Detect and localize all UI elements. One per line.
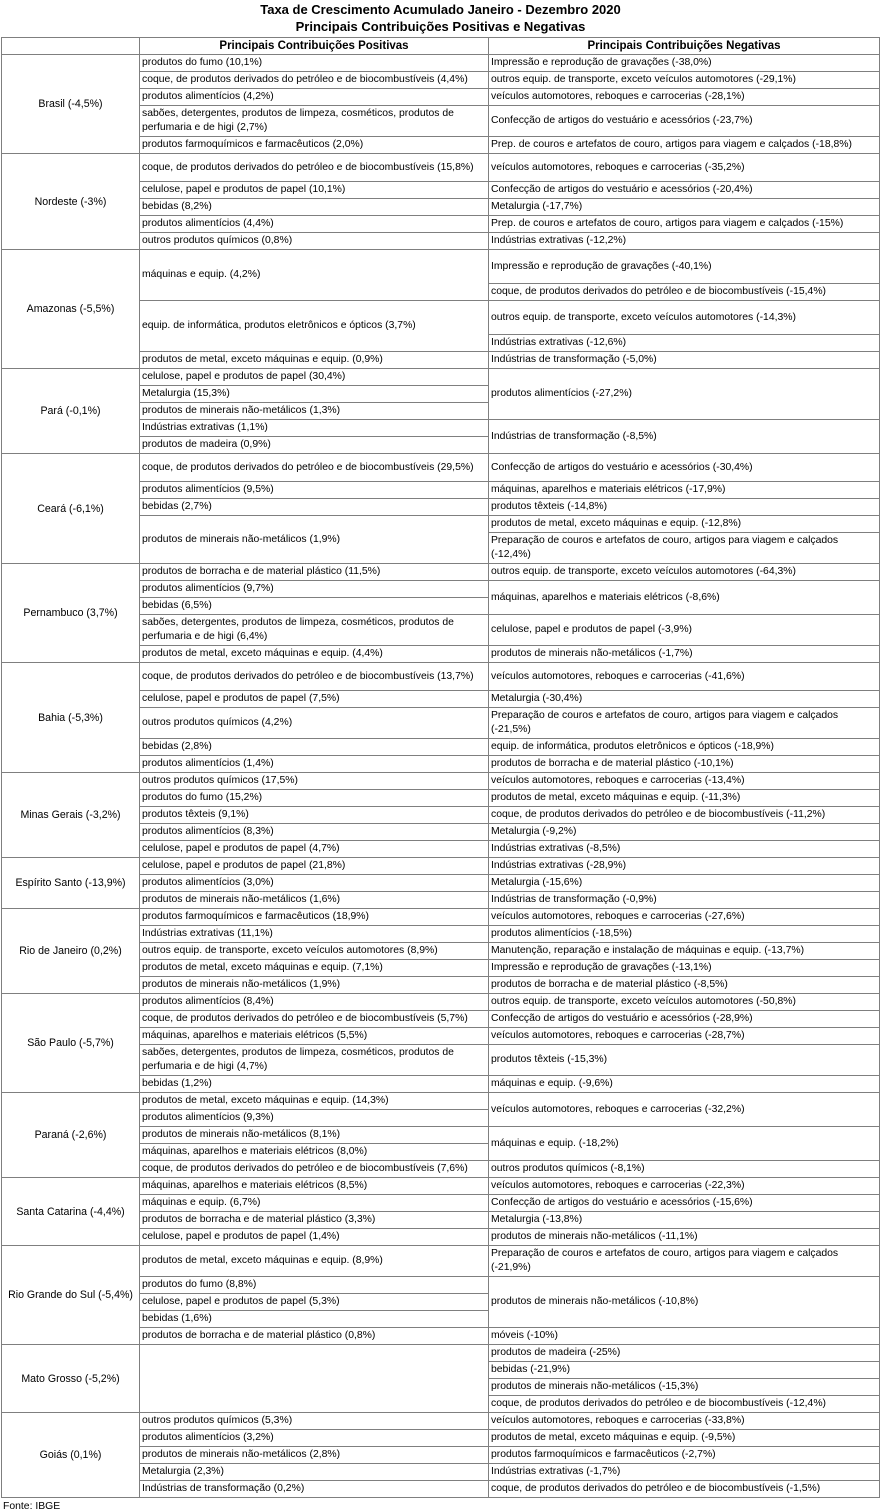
page-subtitle: Principais Contribuições Positivas e Negativas	[295, 19, 586, 34]
negative-contribution: veículos automotores, reboques e carrocerias (-28,7%)	[489, 1028, 880, 1045]
positive-contribution: coque, de produtos derivados do petróleo e de biocombustíveis (15,8%)	[140, 154, 489, 182]
positive-contribution: produtos do fumo (15,2%)	[140, 790, 489, 807]
positive-contribution: produtos de minerais não-metálicos (1,6%)	[140, 892, 489, 909]
negative-contribution: veículos automotores, reboques e carrocerias (-27,6%)	[489, 909, 880, 926]
positive-contribution: coque, de produtos derivados do petróleo e de biocombustíveis (7,6%)	[140, 1161, 489, 1178]
negative-contribution: produtos de metal, exceto máquinas e equip. (-12,8%)	[489, 516, 880, 533]
region-cell: Rio de Janeiro (0,2%)	[2, 909, 140, 994]
negative-contribution: produtos de minerais não-metálicos (-10,8%)	[489, 1277, 880, 1328]
positive-contribution: produtos alimentícios (9,3%)	[140, 1110, 489, 1127]
region-cell: Santa Catarina (-4,4%)	[2, 1178, 140, 1246]
positive-contribution: celulose, papel e produtos de papel (5,3%)	[140, 1294, 489, 1311]
negative-contribution: Indústrias de transformação (-5,0%)	[489, 352, 880, 369]
negative-contribution: Impressão e reprodução de gravações (-40,1%)	[489, 250, 880, 284]
negative-contribution: produtos farmoquímicos e farmacêuticos (-2,7%)	[489, 1447, 880, 1464]
negative-contribution: Indústrias extrativas (-1,7%)	[489, 1464, 880, 1481]
negative-contribution: veículos automotores, reboques e carrocerias (-13,4%)	[489, 773, 880, 790]
negative-contribution: Indústrias extrativas (-8,5%)	[489, 841, 880, 858]
negative-contribution: coque, de produtos derivados do petróleo e de biocombustíveis (-1,5%)	[489, 1481, 880, 1498]
region-cell: Brasil (-4,5%)	[2, 55, 140, 154]
negative-contribution: Confecção de artigos do vestuário e acessórios (-28,9%)	[489, 1011, 880, 1028]
negative-contribution: produtos têxteis (-15,3%)	[489, 1045, 880, 1076]
negative-contribution: produtos de minerais não-metálicos (-15,3%)	[489, 1379, 880, 1396]
positive-contribution: celulose, papel e produtos de papel (7,5%)	[140, 691, 489, 708]
positive-contribution: sabões, detergentes, produtos de limpeza, cosméticos, produtos de perfumaria e de higi (2,7%)	[140, 106, 489, 137]
positive-contribution: bebidas (2,8%)	[140, 739, 489, 756]
positive-contribution: coque, de produtos derivados do petróleo e de biocombustíveis (13,7%)	[140, 663, 489, 691]
positive-contribution: coque, de produtos derivados do petróleo e de biocombustíveis (29,5%)	[140, 454, 489, 482]
region-cell: Ceará (-6,1%)	[2, 454, 140, 564]
positive-contribution: produtos alimentícios (4,4%)	[140, 216, 489, 233]
positive-contribution: produtos alimentícios (4,2%)	[140, 89, 489, 106]
negative-contribution: Preparação de couros e artefatos de couro, artigos para viagem e calçados (-21,5%)	[489, 708, 880, 739]
region-cell: São Paulo (-5,7%)	[2, 994, 140, 1093]
negative-contribution: Confecção de artigos do vestuário e acessórios (-30,4%)	[489, 454, 880, 482]
negative-contribution: Confecção de artigos do vestuário e acessórios (-23,7%)	[489, 106, 880, 137]
positive-contribution: produtos alimentícios (9,5%)	[140, 482, 489, 499]
negative-contribution: Preparação de couros e artefatos de couro, artigos para viagem e calçados (-21,9%)	[489, 1246, 880, 1277]
negative-contribution: veículos automotores, reboques e carrocerias (-41,6%)	[489, 663, 880, 691]
negative-contribution: produtos alimentícios (-18,5%)	[489, 926, 880, 943]
positive-contribution: máquinas, aparelhos e materiais elétricos (8,5%)	[140, 1178, 489, 1195]
positive-contribution: produtos alimentícios (8,4%)	[140, 994, 489, 1011]
region-cell: Bahia (-5,3%)	[2, 663, 140, 773]
negative-contribution: Indústrias extrativas (-12,2%)	[489, 233, 880, 250]
negative-contribution: veículos automotores, reboques e carrocerias (-22,3%)	[489, 1178, 880, 1195]
negative-contribution: Confecção de artigos do vestuário e acessórios (-20,4%)	[489, 182, 880, 199]
positive-contribution: produtos alimentícios (8,3%)	[140, 824, 489, 841]
positive-contribution	[140, 1345, 489, 1413]
positive-contribution: produtos farmoquímicos e farmacêuticos (18,9%)	[140, 909, 489, 926]
negative-contribution: Indústrias extrativas (-12,6%)	[489, 335, 880, 352]
negative-contribution: máquinas e equip. (-18,2%)	[489, 1127, 880, 1161]
positive-contribution: outros produtos químicos (4,2%)	[140, 708, 489, 739]
positive-contribution: bebidas (6,5%)	[140, 598, 489, 615]
negative-contribution: Metalurgia (-15,6%)	[489, 875, 880, 892]
table-row	[2, 1093, 880, 1110]
negative-contribution: outros produtos químicos (-8,1%)	[489, 1161, 880, 1178]
positive-contribution: produtos de metal, exceto máquinas e equip. (8,9%)	[140, 1246, 489, 1277]
region-cell: Pará (-0,1%)	[2, 369, 140, 454]
negative-contribution: produtos de borracha e de material plástico (-8,5%)	[489, 977, 880, 994]
positive-contribution: produtos alimentícios (9,7%)	[140, 581, 489, 598]
positive-contribution: produtos do fumo (8,8%)	[140, 1277, 489, 1294]
table-row	[2, 369, 880, 386]
positive-contribution: produtos farmoquímicos e farmacêuticos (2,0%)	[140, 137, 489, 154]
positive-contribution: Metalurgia (15,3%)	[140, 386, 489, 403]
table-row	[2, 1178, 880, 1195]
positive-contribution: produtos de metal, exceto máquinas e equip. (4,4%)	[140, 646, 489, 663]
negative-contribution: equip. de informática, produtos eletrônicos e ópticos (-18,9%)	[489, 739, 880, 756]
positive-contribution: celulose, papel e produtos de papel (1,4%)	[140, 1229, 489, 1246]
positive-contribution: produtos de minerais não-metálicos (1,9%)	[140, 977, 489, 994]
positive-contribution: Indústrias de transformação (0,2%)	[140, 1481, 489, 1498]
positive-contribution: produtos alimentícios (3,2%)	[140, 1430, 489, 1447]
table-row	[2, 773, 880, 790]
negative-contribution: Impressão e reprodução de gravações (-38,0%)	[489, 55, 880, 72]
region-cell: Nordeste (-3%)	[2, 154, 140, 250]
negative-contribution: máquinas, aparelhos e materiais elétricos (-17,9%)	[489, 482, 880, 499]
positive-contribution: produtos têxteis (9,1%)	[140, 807, 489, 824]
negative-contribution: outros equip. de transporte, exceto veículos automotores (-29,1%)	[489, 72, 880, 89]
table-row	[2, 1246, 880, 1277]
positive-contribution: produtos de borracha e de material plástico (3,3%)	[140, 1212, 489, 1229]
table-row	[2, 55, 880, 72]
positive-contribution: celulose, papel e produtos de papel (4,7%)	[140, 841, 489, 858]
positive-contribution: máquinas e equip. (4,2%)	[140, 250, 489, 301]
negative-contribution: produtos de minerais não-metálicos (-11,1%)	[489, 1229, 880, 1246]
positive-contribution: produtos de metal, exceto máquinas e equip. (7,1%)	[140, 960, 489, 977]
source-note: Fonte: IBGE	[3, 1501, 61, 1512]
negative-contribution: produtos alimentícios (-27,2%)	[489, 369, 880, 420]
negative-contribution: máquinas, aparelhos e materiais elétricos (-8,6%)	[489, 581, 880, 615]
negative-contribution: veículos automotores, reboques e carrocerias (-33,8%)	[489, 1413, 880, 1430]
region-cell: Amazonas (-5,5%)	[2, 250, 140, 369]
negative-contribution: Impressão e reprodução de gravações (-13,1%)	[489, 960, 880, 977]
negative-header: Principais Contribuições Negativas	[489, 38, 880, 55]
negative-contribution: Indústrias de transformação (-0,9%)	[489, 892, 880, 909]
negative-contribution: Indústrias extrativas (-28,9%)	[489, 858, 880, 875]
positive-contribution: produtos de metal, exceto máquinas e equip. (0,9%)	[140, 352, 489, 369]
negative-contribution: outros equip. de transporte, exceto veículos automotores (-50,8%)	[489, 994, 880, 1011]
positive-contribution: bebidas (1,6%)	[140, 1311, 489, 1328]
negative-contribution: veículos automotores, reboques e carrocerias (-35,2%)	[489, 154, 880, 182]
region-cell: Pernambuco (3,7%)	[2, 564, 140, 663]
region-cell: Rio Grande do Sul (-5,4%)	[2, 1246, 140, 1345]
negative-contribution: coque, de produtos derivados do petróleo e de biocombustíveis (-12,4%)	[489, 1396, 880, 1413]
table-row	[2, 994, 880, 1011]
positive-contribution: Metalurgia (2,3%)	[140, 1464, 489, 1481]
positive-contribution: sabões, detergentes, produtos de limpeza, cosméticos, produtos de perfumaria e de higi (6,4%)	[140, 615, 489, 646]
negative-contribution: produtos de metal, exceto máquinas e equip. (-11,3%)	[489, 790, 880, 807]
positive-contribution: produtos do fumo (10,1%)	[140, 55, 489, 72]
region-header	[2, 38, 140, 55]
negative-contribution: coque, de produtos derivados do petróleo e de biocombustíveis (-11,2%)	[489, 807, 880, 824]
positive-contribution: bebidas (2,7%)	[140, 499, 489, 516]
table-row	[2, 858, 880, 875]
negative-contribution: celulose, papel e produtos de papel (-3,9%)	[489, 615, 880, 646]
positive-contribution: celulose, papel e produtos de papel (10,1%)	[140, 182, 489, 199]
positive-contribution: coque, de produtos derivados do petróleo e de biocombustíveis (4,4%)	[140, 72, 489, 89]
table-row	[2, 154, 880, 182]
negative-contribution: Metalurgia (-13,8%)	[489, 1212, 880, 1229]
negative-contribution: Prep. de couros e artefatos de couro, artigos para viagem e calçados (-15%)	[489, 216, 880, 233]
negative-contribution: Indústrias de transformação (-8,5%)	[489, 420, 880, 454]
positive-header: Principais Contribuições Positivas	[140, 38, 489, 55]
positive-contribution: celulose, papel e produtos de papel (21,8%)	[140, 858, 489, 875]
table-row	[2, 564, 880, 581]
negative-contribution: outros equip. de transporte, exceto veículos automotores (-14,3%)	[489, 301, 880, 335]
negative-contribution: veículos automotores, reboques e carrocerias (-28,1%)	[489, 89, 880, 106]
positive-contribution: sabões, detergentes, produtos de limpeza, cosméticos, produtos de perfumaria e de higi (4,7%)	[140, 1045, 489, 1076]
positive-contribution: Indústrias extrativas (1,1%)	[140, 420, 489, 437]
positive-contribution: máquinas, aparelhos e materiais elétricos (5,5%)	[140, 1028, 489, 1045]
header-row	[2, 38, 880, 55]
negative-contribution: outros equip. de transporte, exceto veículos automotores (-64,3%)	[489, 564, 880, 581]
positive-contribution: máquinas e equip. (6,7%)	[140, 1195, 489, 1212]
region-cell: Paraná (-2,6%)	[2, 1093, 140, 1178]
region-cell: Goiás (0,1%)	[2, 1413, 140, 1498]
region-cell: Espírito Santo (-13,9%)	[2, 858, 140, 909]
positive-contribution: outros produtos químicos (5,3%)	[140, 1413, 489, 1430]
page-title: Taxa de Crescimento Acumulado Janeiro - Dezembro 2020	[260, 2, 621, 17]
negative-contribution: Preparação de couros e artefatos de couro, artigos para viagem e calçados (-12,4%)	[489, 533, 880, 564]
negative-contribution: produtos de minerais não-metálicos (-1,7%)	[489, 646, 880, 663]
negative-contribution: móveis (-10%)	[489, 1328, 880, 1345]
positive-contribution: produtos de minerais não-metálicos (1,9%)	[140, 516, 489, 564]
negative-contribution: Confecção de artigos do vestuário e acessórios (-15,6%)	[489, 1195, 880, 1212]
negative-contribution: Manutenção, reparação e instalação de máquinas e equip. (-13,7%)	[489, 943, 880, 960]
contributions-table	[1, 37, 880, 1498]
negative-contribution: Prep. de couros e artefatos de couro, artigos para viagem e calçados (-18,8%)	[489, 137, 880, 154]
table-row	[2, 250, 880, 284]
positive-contribution: produtos de minerais não-metálicos (2,8%)	[140, 1447, 489, 1464]
negative-contribution: bebidas (-21,9%)	[489, 1362, 880, 1379]
positive-contribution: produtos alimentícios (3,0%)	[140, 875, 489, 892]
positive-contribution: produtos de borracha e de material plástico (11,5%)	[140, 564, 489, 581]
positive-contribution: outros equip. de transporte, exceto veículos automotores (8,9%)	[140, 943, 489, 960]
negative-contribution: Metalurgia (-17,7%)	[489, 199, 880, 216]
positive-contribution: coque, de produtos derivados do petróleo e de biocombustíveis (5,7%)	[140, 1011, 489, 1028]
positive-contribution: produtos alimentícios (1,4%)	[140, 756, 489, 773]
positive-contribution: bebidas (1,2%)	[140, 1076, 489, 1093]
negative-contribution: máquinas e equip. (-9,6%)	[489, 1076, 880, 1093]
negative-contribution: produtos de borracha e de material plástico (-10,1%)	[489, 756, 880, 773]
negative-contribution: coque, de produtos derivados do petróleo e de biocombustíveis (-15,4%)	[489, 284, 880, 301]
positive-contribution: produtos de metal, exceto máquinas e equip. (14,3%)	[140, 1093, 489, 1110]
positive-contribution: produtos de madeira (0,9%)	[140, 437, 489, 454]
positive-contribution: produtos de minerais não-metálicos (8,1%)	[140, 1127, 489, 1144]
positive-contribution: máquinas, aparelhos e materiais elétricos (8,0%)	[140, 1144, 489, 1161]
negative-contribution: produtos têxteis (-14,8%)	[489, 499, 880, 516]
negative-contribution: produtos de metal, exceto máquinas e equip. (-9,5%)	[489, 1430, 880, 1447]
positive-contribution: bebidas (8,2%)	[140, 199, 489, 216]
positive-contribution: celulose, papel e produtos de papel (30,4%)	[140, 369, 489, 386]
table-row	[2, 1413, 880, 1430]
region-cell: Mato Grosso (-5,2%)	[2, 1345, 140, 1413]
positive-contribution: produtos de borracha e de material plástico (0,8%)	[140, 1328, 489, 1345]
table-row	[2, 1345, 880, 1362]
positive-contribution: Indústrias extrativas (11,1%)	[140, 926, 489, 943]
table-row	[2, 663, 880, 691]
positive-contribution: outros produtos químicos (0,8%)	[140, 233, 489, 250]
negative-contribution: Metalurgia (-9,2%)	[489, 824, 880, 841]
table-row	[2, 909, 880, 926]
positive-contribution: equip. de informática, produtos eletrônicos e ópticos (3,7%)	[140, 301, 489, 352]
table-row	[2, 454, 880, 482]
negative-contribution: Metalurgia (-30,4%)	[489, 691, 880, 708]
positive-contribution: produtos de minerais não-metálicos (1,3%)	[140, 403, 489, 420]
negative-contribution: veículos automotores, reboques e carrocerias (-32,2%)	[489, 1093, 880, 1127]
region-cell: Minas Gerais (-3,2%)	[2, 773, 140, 858]
negative-contribution: produtos de madeira (-25%)	[489, 1345, 880, 1362]
positive-contribution: outros produtos químicos (17,5%)	[140, 773, 489, 790]
